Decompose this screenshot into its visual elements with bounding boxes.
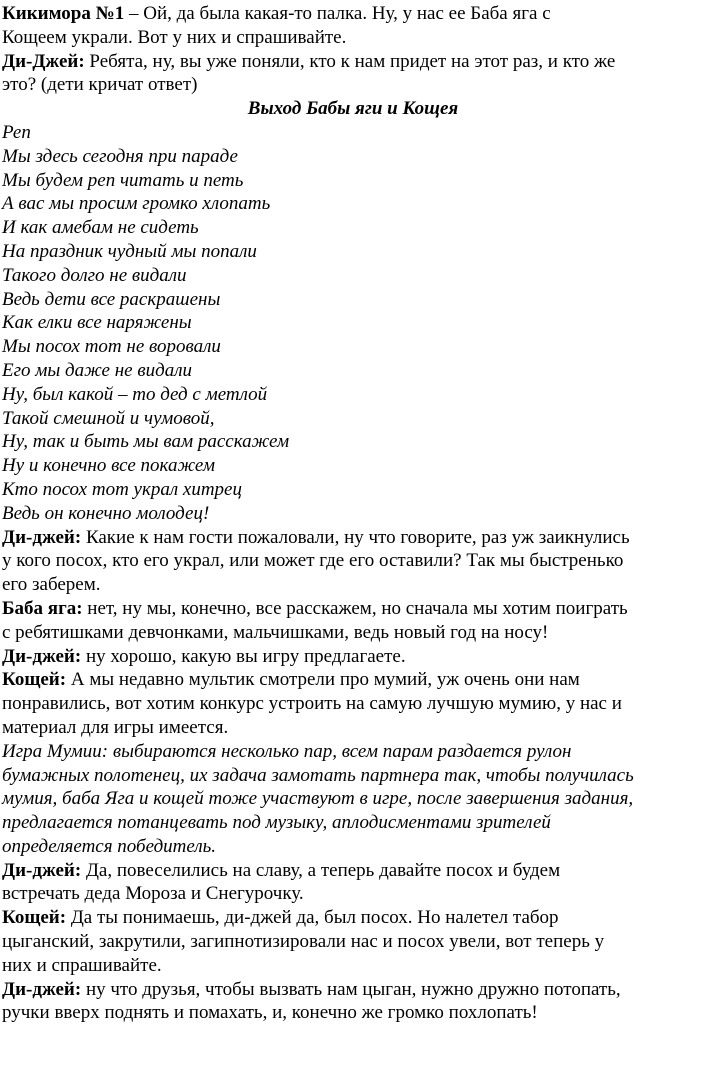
verse-line: Ну и конечно все покажем [2, 455, 215, 477]
game-line: Игра Мумии: выбираются несколько пар, всем парам раздается рулон [2, 740, 572, 762]
verse-line: Мы здесь сегодня при параде [2, 145, 238, 167]
verse-line: Ну, так и быть мы вам расскажем [2, 431, 290, 453]
verse-line: Такого долго не видали [2, 264, 187, 286]
verse-line: Как елки все наряжены [2, 312, 192, 334]
dialog-koschei [2, 668, 704, 739]
speaker-name: Ди-джей: [2, 978, 82, 1000]
game-line: определяется победитель. [2, 835, 217, 857]
verse-line: Такой смешной и чумовой, [2, 407, 215, 429]
speaker-name: Кощей: [2, 669, 67, 691]
dialog-text: Ой, да была какая-то палка. Ну, у нас ее Баба яга с [143, 3, 551, 24]
speaker-name: Ди-джей: [2, 526, 82, 548]
speaker-name: Ди-джей: [2, 859, 82, 881]
verse-line: Реп [2, 121, 31, 143]
dialog-dj [2, 978, 704, 1026]
dialog-text: встречать деда Мороза и Снегурочку. [2, 883, 304, 905]
dialog-dj [2, 645, 704, 669]
dialog-kikimora: Кикимора №1 – Ой, да была какая-то палка. Ну, у нас ее Баба яга с Кощеем украли. Вот у них и спрашивайте. [2, 2, 704, 50]
game-line: бумажных полотенец, их задача замотать партнера так, чтобы получилась [2, 764, 634, 786]
verse-line: Ведь дети все раскрашены [2, 288, 221, 310]
verse-line: Кто посох тот украл хитрец [2, 478, 242, 500]
verse-line: Мы будем реп читать и петь [2, 169, 244, 191]
dialog-text: ручки вверх поднять и помахать, и, конечно же громко похлопать! [2, 1002, 538, 1024]
verse-line: А вас мы просим громко хлопать [2, 193, 271, 215]
verse-line: Ведь он конечно молодец! [2, 502, 210, 524]
dialog-text: это? (дети кричат ответ) [2, 74, 198, 96]
speaker-name: Ди-джей: [2, 645, 82, 667]
game-line: мумия, баба Яга и кощей тоже участвуют в игре, после завершения задания, [2, 788, 634, 810]
rap-verse [2, 121, 704, 526]
verse-line: Мы посох тот не воровали [2, 336, 221, 358]
verse-line: Ну, был какой – то дед с метлой [2, 383, 268, 405]
dialog-text: ну что друзья, чтобы вызвать нам цыган, нужно дружно потопать, [85, 978, 621, 1000]
dialog-text: Кощеем украли. Вот у них и спрашивайте. [2, 26, 347, 48]
game-line: предлагается потанцевать под музыку, аплодисментами зрителей [2, 812, 551, 834]
dialog-text: Какие к нам гости пожаловали, ну что говорите, раз уж заикнулись [85, 526, 630, 548]
section-heading: Выход Бабы яги и Кощея [247, 98, 459, 120]
dialog-text: Да, повеселились на славу, а теперь давайте посох и будем [85, 859, 561, 881]
dialog-text: Да ты понимаешь, ди-джей да, был посох. Но налетел табор [70, 907, 559, 929]
dialog-text: нет, ну мы, конечно, все расскажем, но сначала мы хотим поиграть [87, 597, 628, 619]
verse-line: Его мы даже не видали [2, 359, 192, 381]
dialog-text: с ребятишками девчонками, мальчишками, ведь новый год на носу! [2, 621, 549, 643]
verse-line: И как амебам не сидеть [2, 217, 199, 239]
dialog-text: материал для игры имеется. [2, 716, 229, 738]
speaker-name: Кощей: [2, 907, 67, 929]
game-description [2, 740, 704, 859]
dialog-koschei [2, 906, 704, 977]
verse-line: На праздник чудный мы попали [2, 240, 257, 262]
dialog-text: понравились, вот хотим конкурс устроить на самую лучшую мумию, у нас и [2, 693, 622, 715]
speaker-name: Ди-Джей: [2, 50, 85, 72]
dialog-dj [2, 50, 704, 98]
dialog-baba-yaga [2, 597, 704, 645]
speaker-name: Баба яга: [2, 597, 83, 619]
speaker-name: Кикимора №1 [2, 3, 125, 24]
dialog-text: А мы недавно мультик смотрели про мумий, уж очень они нам [70, 669, 580, 691]
dialog-text: цыганский, закрутили, загипнотизировали нас и посох увели, вот теперь у [2, 931, 605, 953]
dialog-text: его заберем. [2, 574, 101, 596]
dialog-text: у кого посох, кто его украл, или может где его оставили? Так мы быстренько [2, 550, 624, 572]
dialog-text: них и спрашивайте. [2, 954, 162, 976]
dialog-text: Ребята, ну, вы уже поняли, кто к нам придет на этот раз, и кто же [89, 50, 616, 72]
dialog-text: ну хорошо, какую вы игру предлагаете. [85, 645, 406, 667]
dialog-dj [2, 859, 704, 907]
dialog-dj [2, 526, 704, 597]
